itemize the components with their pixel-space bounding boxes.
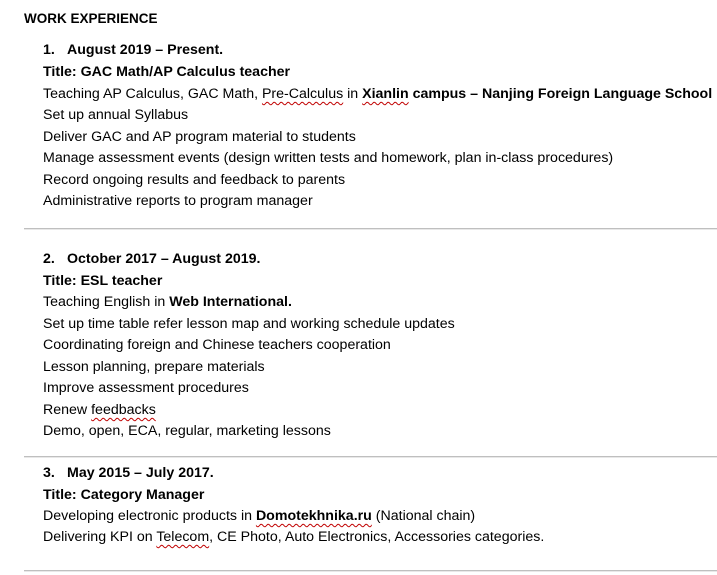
job-3-dates: May 2015 – July 2017. <box>67 465 214 481</box>
job-2-dates: October 2017 – August 2019. <box>67 251 261 267</box>
job-2-period <box>43 250 260 268</box>
job-1-line1-e: campus – Nanjing Foreign Language School <box>408 86 713 102</box>
job-2-title <box>43 272 162 290</box>
job-1-line1-d: Xianlin <box>362 86 409 102</box>
section-heading: WORK EXPERIENCE <box>24 11 158 26</box>
job-1-duty-5: Administrative reports to program manager <box>43 193 313 209</box>
job-3-line1 <box>43 507 475 525</box>
job-2-renew <box>43 401 156 419</box>
job-2-line1 <box>43 293 292 311</box>
divider <box>24 456 717 457</box>
job-1-duty-1: Set up annual Syllabus <box>43 107 189 123</box>
job-2-duty-3: Lesson planning, prepare materials <box>43 359 265 375</box>
job-3-line2-a: Delivering KPI on <box>43 529 157 545</box>
job-2-duty-1: Set up time table refer lesson map and working schedule updates <box>43 316 455 332</box>
job-3-line2-b: Telecom <box>156 529 210 545</box>
job-3-line1-c: (National chain) <box>371 508 476 524</box>
job-1-duty-4: Record ongoing results and feedback to parents <box>43 172 346 188</box>
job-2-duty-4: Improve assessment procedures <box>43 380 249 396</box>
job-3-title-text: Category Manager <box>80 487 205 503</box>
job-2-last: Demo, open, ECA, regular, marketing lessons <box>43 423 331 439</box>
job-3-number: 3. <box>43 465 55 481</box>
job-3-line2-c: , CE Photo, Auto Electronics, Accessories categories. <box>209 529 545 545</box>
job-2-line1-a: Teaching English in <box>43 294 170 310</box>
job-1-line1-b: Pre-Calculus <box>261 86 344 102</box>
job-2-duty-2: Coordinating foreign and Chinese teachers cooperation <box>43 337 391 353</box>
job-1-number: 1. <box>43 42 55 58</box>
job-2-number: 2. <box>43 251 55 267</box>
job-1-line1-c: in <box>343 86 363 102</box>
job-1-title-text: GAC Math/AP Calculus teacher <box>80 64 291 80</box>
job-2-renew-a: Renew <box>43 402 92 418</box>
job-2-line1-b: Web International. <box>169 294 292 310</box>
job-1-title <box>43 63 290 81</box>
job-3-line2 <box>43 528 544 546</box>
job-2-title-label: Title: <box>43 273 77 289</box>
divider <box>24 570 717 571</box>
job-1-period <box>43 41 223 59</box>
job-1-title-label: Title: <box>43 64 77 80</box>
job-3-title <box>43 486 204 504</box>
job-2-renew-b: feedbacks <box>91 402 156 418</box>
job-3-period <box>43 464 214 482</box>
job-3-title-label: Title: <box>43 487 77 503</box>
job-1-line1-a: Teaching AP Calculus, GAC Math, <box>43 86 262 102</box>
job-3-line1-b: Domotekhnika.ru <box>255 508 372 524</box>
job-1-line1 <box>43 85 712 103</box>
job-1-duty-3: Manage assessment events (design written tests and homework, plan in-class procedures) <box>43 150 614 166</box>
job-3-line1-a: Developing electronic products in <box>43 508 256 524</box>
divider <box>24 228 717 229</box>
job-1-dates: August 2019 – Present. <box>67 42 224 58</box>
job-1-duty-2: Deliver GAC and AP program material to students <box>43 129 356 145</box>
job-2-title-text: ESL teacher <box>80 273 163 289</box>
